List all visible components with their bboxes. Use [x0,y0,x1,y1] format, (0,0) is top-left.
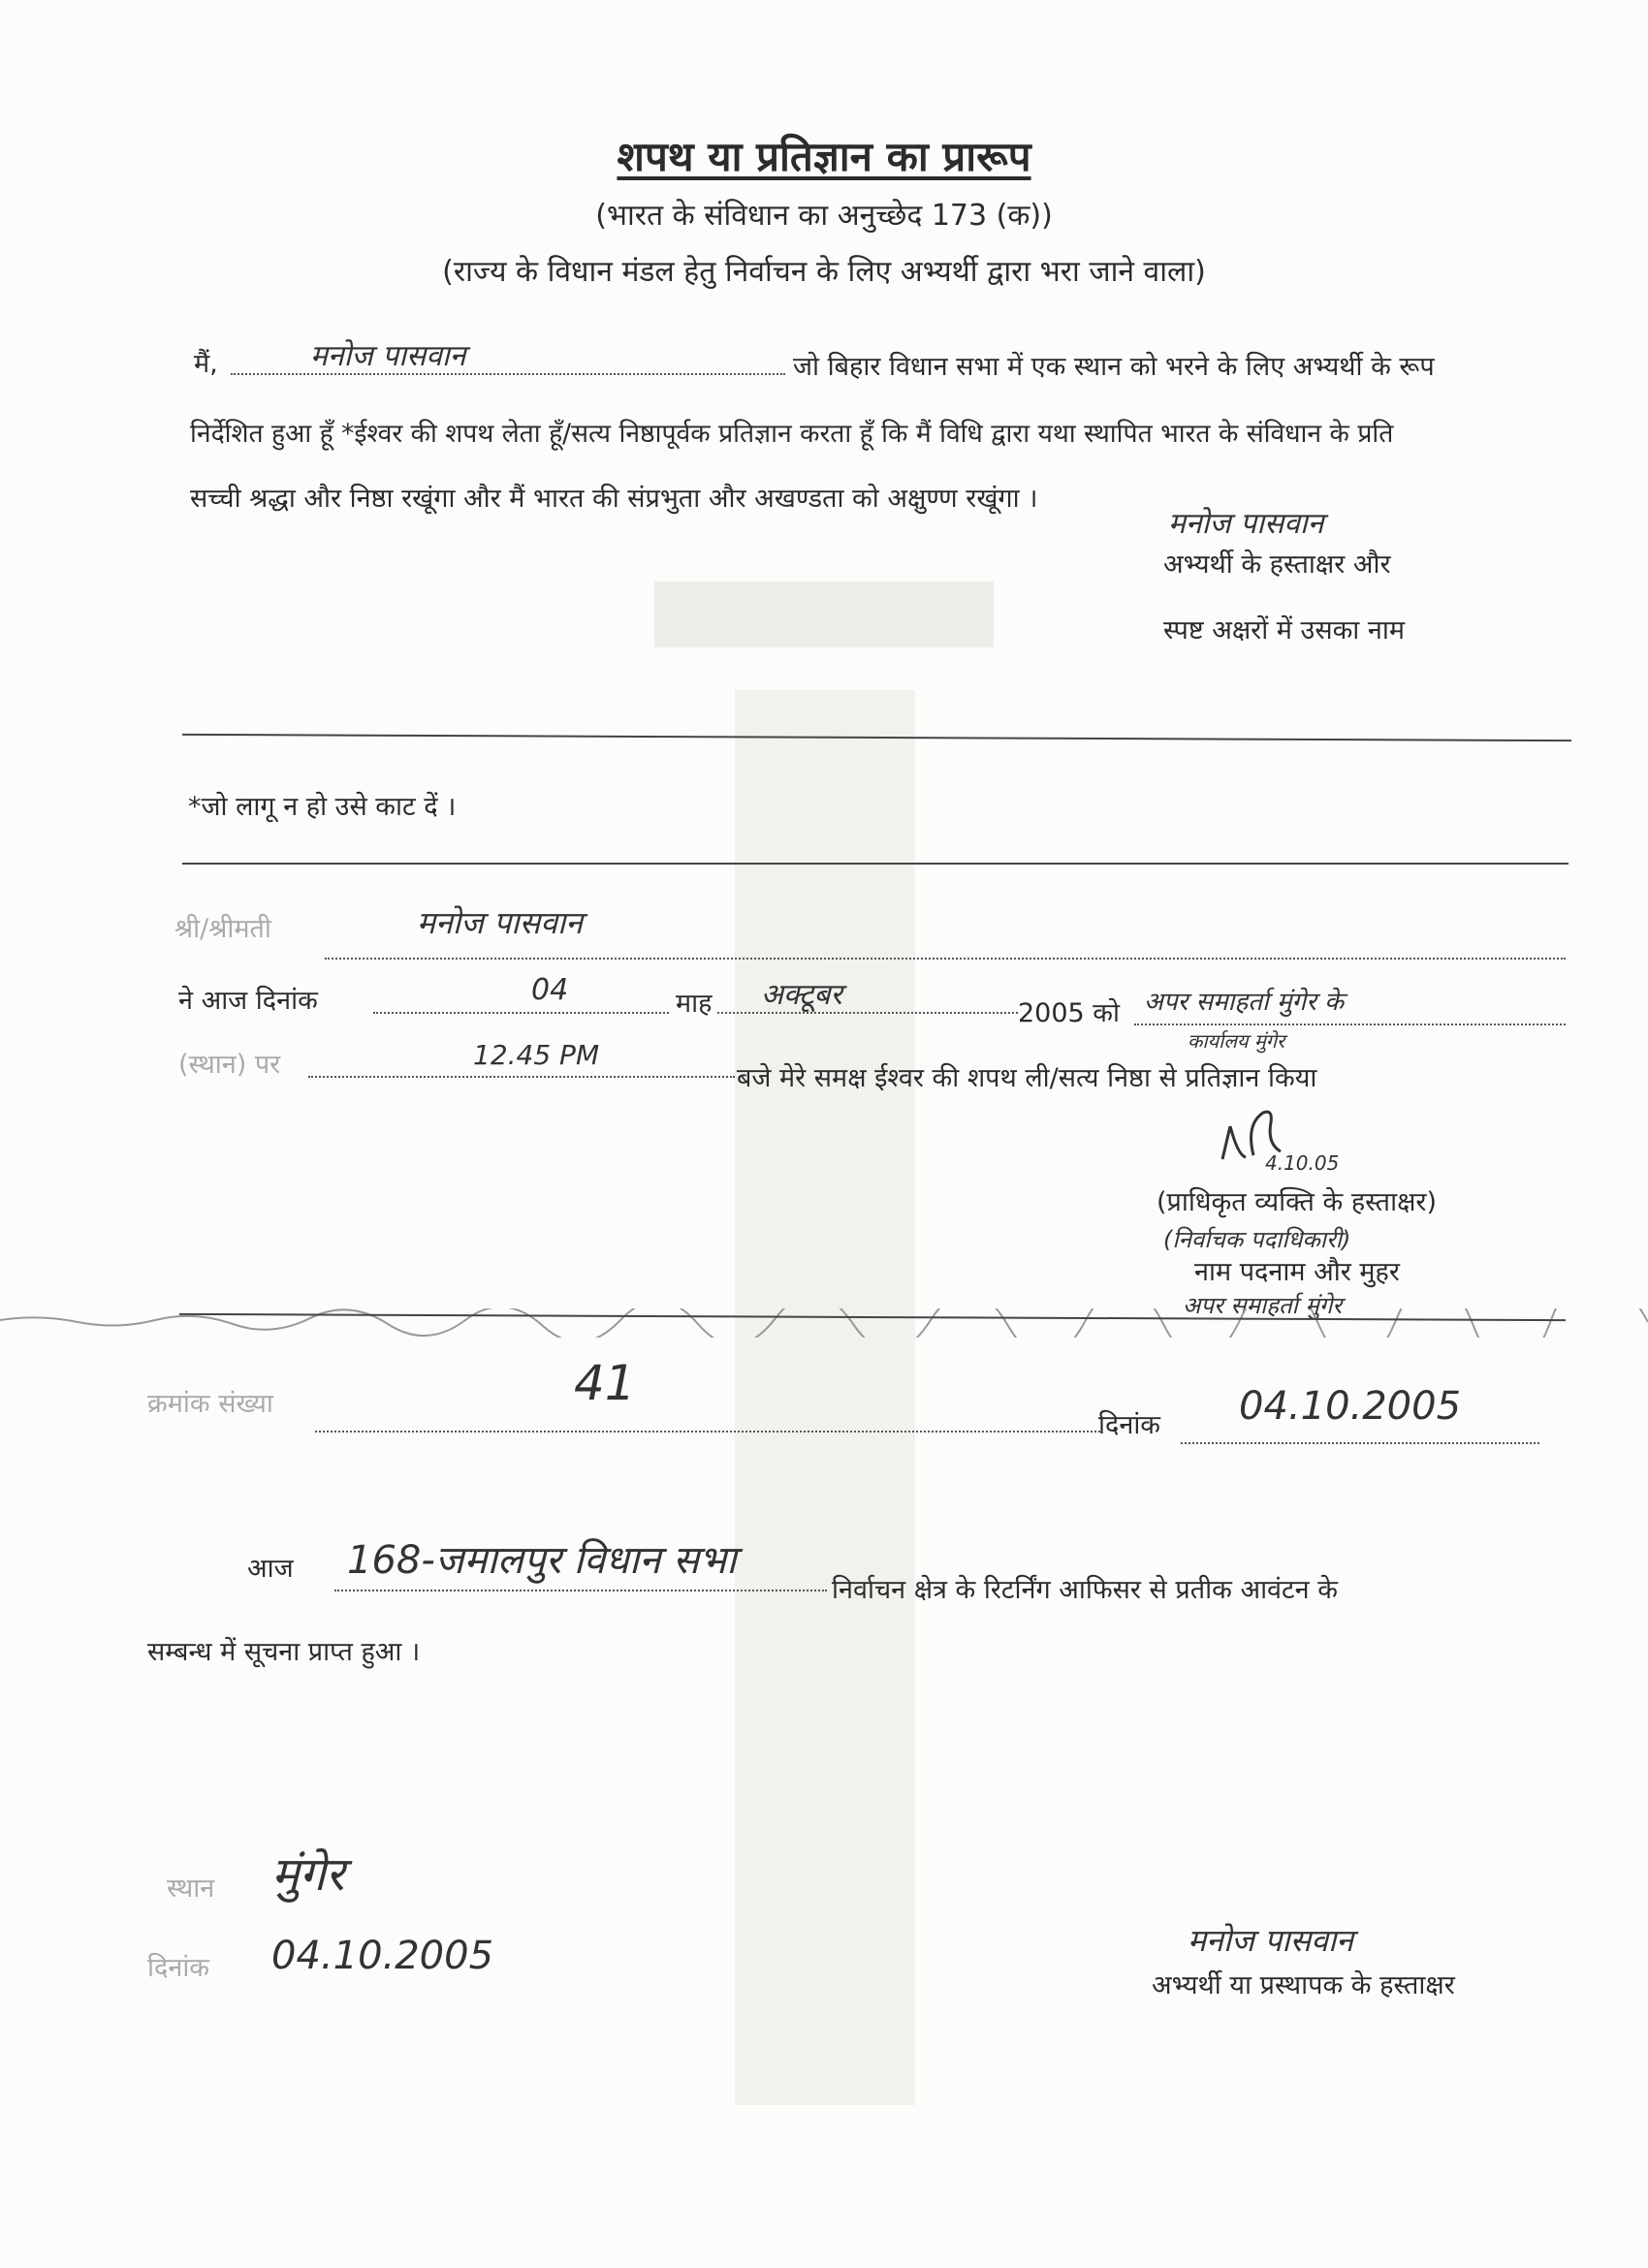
symbol-allotment-text: निर्वाचन क्षेत्र के रिटर्निंग आफिसर से प्रतीक आवंटन के [832,1575,1338,1605]
year-label: 2005 को [1018,998,1121,1028]
month-handwritten: अक्टूबर [761,978,842,1012]
form-title: शपथ या प्रतिज्ञान का प्रारूप [617,133,1031,180]
form-subtitle-purpose: (राज्य के विधान मंडल हेतु निर्वाचन के लिए अभ्यर्थी द्वारा भरा जाने वाला) [442,255,1206,289]
officer-name-seal-label: नाम पदनाम और मुहर [1194,1257,1400,1287]
oath-prefix: मैं, [194,349,218,379]
officer-role-handwritten: (निर्वाचक पदाधिकारी) [1163,1226,1351,1253]
candidate-name-handwritten: मनोज पासवान [310,339,466,373]
receipt-date-handwritten: 04.10.2005 [1239,1384,1462,1429]
watermark-stem [735,690,915,2105]
attestee-name-handwritten: मनोज पासवान [417,904,584,941]
oath-line3: सच्ची श्रद्धा और निष्ठा रखूंगा और मैं भारत की संप्रभुता और अखण्डता को अक्षुण्ण रखूंगा । [190,484,1038,514]
day-line [373,1012,669,1014]
divider-2 [182,863,1569,865]
footer-place-label: स्थान [167,1874,215,1904]
receipt-date-label: दिनांक [1098,1410,1161,1440]
footer-signature: मनोज पासवान [1188,1922,1354,1959]
today-label: आज [247,1554,294,1584]
constituency-line [334,1590,827,1591]
time-handwritten: 12.45 PM [473,1039,600,1071]
oath-line1: जो बिहार विधान सभा में एक स्थान को भरने के लिए अभ्यर्थी के रूप [793,352,1435,382]
place-label: (स्थान) पर [178,1050,281,1080]
officer-name-handwritten: अपर समाहर्ता मुंगेर [1183,1292,1343,1319]
receipt-number-handwritten: 41 [574,1355,636,1411]
oath-line2: निर्देशित हुआ हूँ *ईश्वर की शपथ लेता हूँ/सत्य निष्ठापूर्वक प्रतिज्ञान करता हूँ कि मैं विधि द्वारा यथा स्थापित भारत के संविधान के प्रति [190,419,1394,449]
footer-date-label: दिनांक [147,1953,210,1983]
information-received-text: सम्बन्ध में सूचना प्राप्त हुआ । [147,1637,421,1667]
candidate-signature-label: अभ्यर्थी के हस्ताक्षर और [1163,550,1391,580]
place-handwritten: अपर समाहर्ता मुंगेर के [1144,988,1345,1017]
footer-place-handwritten: मुंगेर [271,1847,345,1902]
place-line [1134,1024,1566,1025]
footer-date-handwritten: 04.10.2005 [271,1934,494,1978]
footnote-strike: *जो लागू न हो उसे काट दें । [188,792,457,822]
officer-signature-date: 4.10.05 [1265,1151,1340,1175]
oath-taken-text: बजे मेरे समक्ष ईश्वर की शपथ ली/सत्य निष्ठा से प्रतिज्ञान किया [737,1063,1317,1093]
receipt-date-line [1181,1442,1539,1444]
time-line [308,1076,735,1078]
attestee-name-line [325,958,1566,960]
form-subtitle-article: (भारत के संविधान का अनुच्छेद 173 (क)) [595,199,1053,233]
footer-signature-label: अभ्यर्थी या प्रस्थापक के हस्ताक्षर [1152,1970,1455,2000]
officer-signature-mark [1217,1105,1294,1169]
date-label: ने आज दिनांक [178,986,318,1016]
shri-label: श्री/श्रीमती [174,914,271,944]
receipt-number-label: क्रमांक संख्या [147,1389,273,1419]
receipt-number-line [315,1431,1100,1433]
place-handwritten-office: कार्यालय मुंगेर [1188,1029,1285,1053]
constituency-handwritten: 168-जमालपुर विधान सभा [347,1538,737,1583]
day-handwritten: 04 [531,973,569,1007]
candidate-name-label: स्पष्ट अक्षरों में उसका नाम [1163,615,1406,646]
watermark-top [654,582,994,647]
candidate-signature: मनोज पासवान [1168,507,1324,541]
officer-signature-label: (प्राधिकृत व्यक्ति के हस्ताक्षर) [1157,1187,1438,1217]
month-label: माह [676,989,713,1019]
